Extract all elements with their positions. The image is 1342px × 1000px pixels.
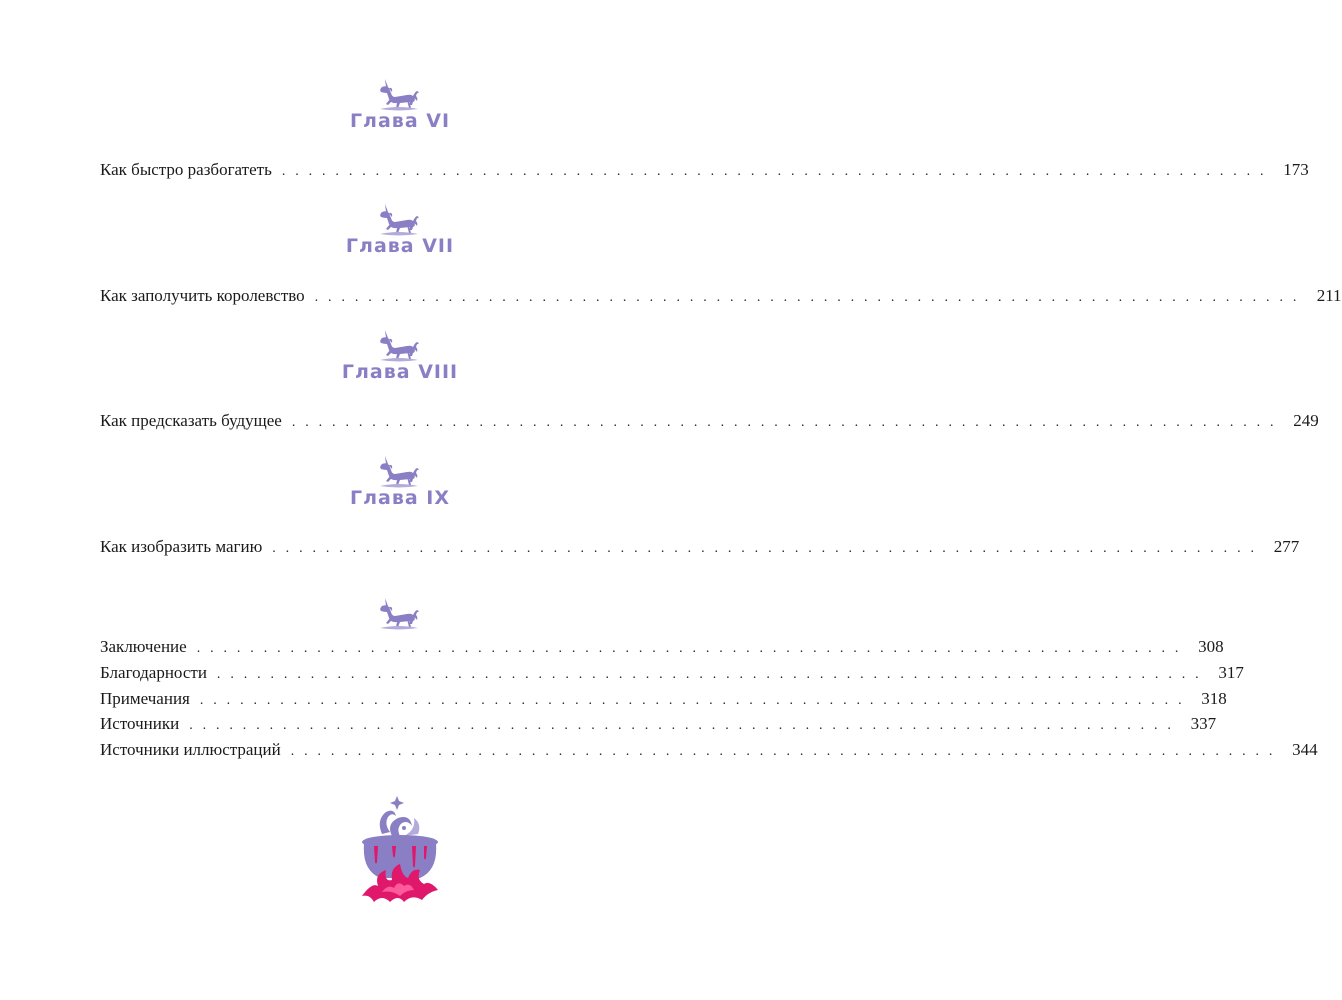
toc-entry-page: 173 xyxy=(1283,160,1309,179)
toc-entry-title: Как предсказать будущее xyxy=(100,411,282,430)
cauldron-icon xyxy=(352,790,448,906)
toc-entry[interactable] xyxy=(100,286,1342,308)
toc-entry[interactable] xyxy=(100,411,1319,433)
toc-entry[interactable] xyxy=(100,160,1309,182)
dot-leader: . . . . . . . . . . . . . . . . . . . . . . . . . . . . . . . . . . . . . . . . . . . . . . . . . . . . . . . . . . . . . . . . . . . . . . . . . . xyxy=(199,693,1185,708)
toc-entry-title: Как быстро разбогатеть xyxy=(100,160,272,179)
unicorn-icon xyxy=(376,597,420,631)
toc-entry[interactable] xyxy=(100,714,1217,736)
chapter-heading: Глава VII xyxy=(345,235,455,257)
chapter-heading: Глава IX xyxy=(349,487,451,509)
unicorn-icon xyxy=(376,455,420,489)
dot-leader: . . . . . . . . . . . . . . . . . . . . . . . . . . . . . . . . . . . . . . . . . . . . . . . . . . . . . . . . . . . . . . . . . . . . . . . . . . xyxy=(189,718,1175,733)
toc-entry-page: 344 xyxy=(1292,740,1318,759)
toc-entry-page: 211 xyxy=(1316,286,1342,305)
toc-entry[interactable] xyxy=(100,637,1224,659)
toc-entry-page: 249 xyxy=(1293,411,1319,430)
toc-entry[interactable] xyxy=(100,689,1227,711)
toc-entry-page: 337 xyxy=(1190,714,1217,733)
dot-leader: . . . . . . . . . . . . . . . . . . . . . . . . . . . . . . . . . . . . . . . . . . . . . . . . . . . . . . . . . . . . . . . . . . . . . . . . . . xyxy=(216,667,1202,682)
dot-leader: . . . . . . . . . . . . . . . . . . . . . . . . . . . . . . . . . . . . . . . . . . . . . . . . . . . . . . . . . . . . . . . . . . . . . . . . . . xyxy=(281,164,1267,179)
unicorn-icon xyxy=(376,329,420,363)
toc-entry[interactable] xyxy=(100,663,1244,685)
toc-entry-title: Как изобразить магию xyxy=(100,537,263,556)
toc-entry[interactable] xyxy=(100,740,1318,762)
toc-entry-title: Источники иллюстраций xyxy=(100,740,281,759)
unicorn-icon xyxy=(376,203,420,237)
toc-entry-page: 317 xyxy=(1218,663,1244,682)
toc-entry-page: 277 xyxy=(1273,537,1300,556)
unicorn-icon xyxy=(376,78,420,112)
toc-entry-page: 318 xyxy=(1201,689,1227,708)
toc-entry[interactable] xyxy=(100,537,1300,559)
toc-entry-title: Примечания xyxy=(100,689,190,708)
toc-entry-title: Благодарности xyxy=(100,663,207,682)
toc-entry-title: Источники xyxy=(100,714,180,733)
chapter-heading: Глава VIII xyxy=(341,361,459,383)
dot-leader: . . . . . . . . . . . . . . . . . . . . . . . . . . . . . . . . . . . . . . . . . . . . . . . . . . . . . . . . . . . . . . . . . . . . . . . . . . xyxy=(314,290,1300,305)
toc-entry-title: Как заполучить королевство xyxy=(100,286,305,305)
dot-leader: . . . . . . . . . . . . . . . . . . . . . . . . . . . . . . . . . . . . . . . . . . . . . . . . . . . . . . . . . . . . . . . . . . . . . . . . . . xyxy=(272,541,1258,556)
toc-entry-page: 308 xyxy=(1198,637,1224,656)
dot-leader: . . . . . . . . . . . . . . . . . . . . . . . . . . . . . . . . . . . . . . . . . . . . . . . . . . . . . . . . . . . . . . . . . . . . . . . . . . xyxy=(196,641,1182,656)
dot-leader: . . . . . . . . . . . . . . . . . . . . . . . . . . . . . . . . . . . . . . . . . . . . . . . . . . . . . . . . . . . . . . . . . . . . . . . . . . xyxy=(291,415,1277,430)
chapter-heading: Глава VI xyxy=(349,110,451,132)
dot-leader: . . . . . . . . . . . . . . . . . . . . . . . . . . . . . . . . . . . . . . . . . . . . . . . . . . . . . . . . . . . . . . . . . . . . . . . . . . xyxy=(290,744,1276,759)
toc-entry-title: Заключение xyxy=(100,637,187,656)
